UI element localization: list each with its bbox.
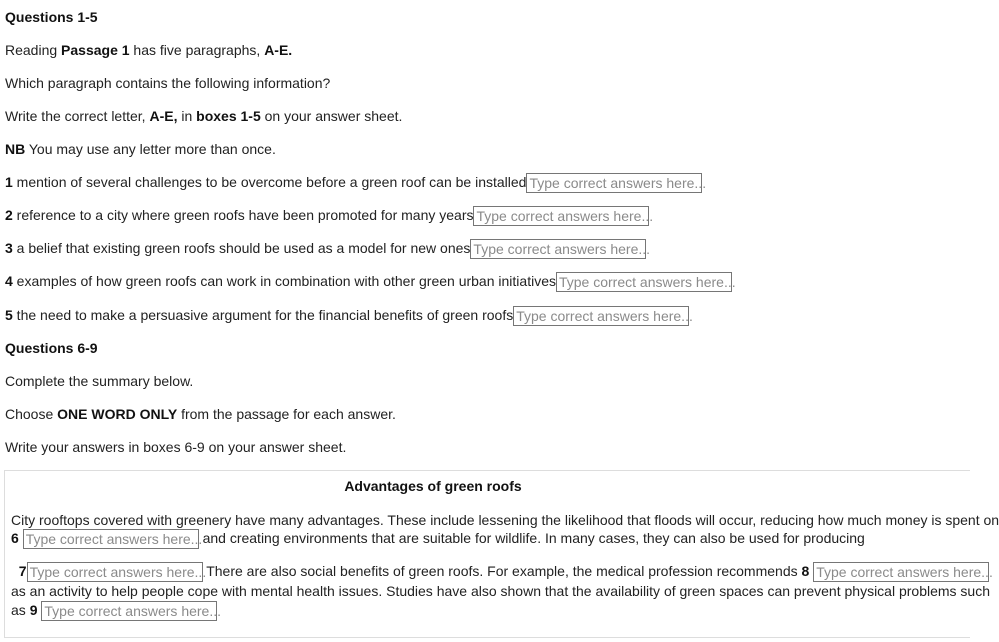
answer-input-2[interactable]: Type correct answers here... xyxy=(473,206,649,226)
question-3: 3 a belief that existing green roofs should be used as a model for new ones Type correct answers here... xyxy=(5,240,651,258)
question-5: 5 the need to make a persuasive argument for the financial benefits of green roofs Type correct answers here... xyxy=(5,307,693,325)
answer-input-1[interactable]: Type correct answers here... xyxy=(526,173,702,193)
answer-input-6[interactable]: Type correct answers here... xyxy=(23,529,199,549)
summary-line-1: City rooftops covered with greenery have many advantages. These include lessening the likelihood that floods will occur, reducing how much money is spent on xyxy=(11,512,999,528)
question-2: 2 reference to a city where green roofs have been promoted for many years Type correct answers here... xyxy=(5,207,654,225)
questions-1-5-heading: Questions 1-5 xyxy=(5,9,98,25)
answer-input-4[interactable]: Type correct answers here... xyxy=(556,272,732,292)
instruction-write-answers: Write your answers in boxes 6-9 on your answer sheet. xyxy=(5,439,347,455)
answer-input-8[interactable]: Type correct answers here... xyxy=(813,562,989,582)
question-4: 4 examples of how green roofs can work in combination with other green urban initiatives Type correct answers here... xyxy=(5,273,736,291)
summary-line-5: as 9 Type correct answers here... xyxy=(11,602,222,620)
instruction-one-word: Choose ONE WORD ONLY from the passage for each answer. xyxy=(5,406,396,422)
summary-line-4: as an activity to help people cope with mental health issues. Studies have also shown that the availability of green spaces can prevent physical problems such xyxy=(11,583,991,599)
answer-input-5[interactable]: Type correct answers here... xyxy=(513,306,689,326)
answer-input-9[interactable]: Type correct answers here... xyxy=(41,601,217,621)
summary-title: Advantages of green roofs xyxy=(344,478,522,494)
instruction-complete-summary: Complete the summary below. xyxy=(5,373,194,389)
instruction-note: NB You may use any letter more than once. xyxy=(5,141,276,157)
summary-line-3: 7 Type correct answers here... There are also social benefits of green roofs. For example, the medical profession recommends 8 Type correct answers here... xyxy=(18,563,993,581)
answer-input-7[interactable]: Type correct answers here... xyxy=(27,562,203,582)
question-1: 1 mention of several challenges to be overcome before a green roof can be installed Type correct answers here... xyxy=(5,174,707,192)
instruction-which-paragraph: Which paragraph contains the following information? xyxy=(5,75,331,91)
questions-6-9-heading: Questions 6-9 xyxy=(5,340,98,356)
answer-input-3[interactable]: Type correct answers here... xyxy=(470,239,646,259)
summary-line-2: 6 Type correct answers here... and creating environments that are suitable for wildlife. In many cases, they can also be used for producing xyxy=(11,530,865,548)
instruction-passage: Reading Passage 1 has five paragraphs, A-E. xyxy=(5,42,293,58)
instruction-write-letter: Write the correct letter, A-E, in boxes 1-5 on your answer sheet. xyxy=(5,108,403,124)
summary-box xyxy=(4,470,999,638)
